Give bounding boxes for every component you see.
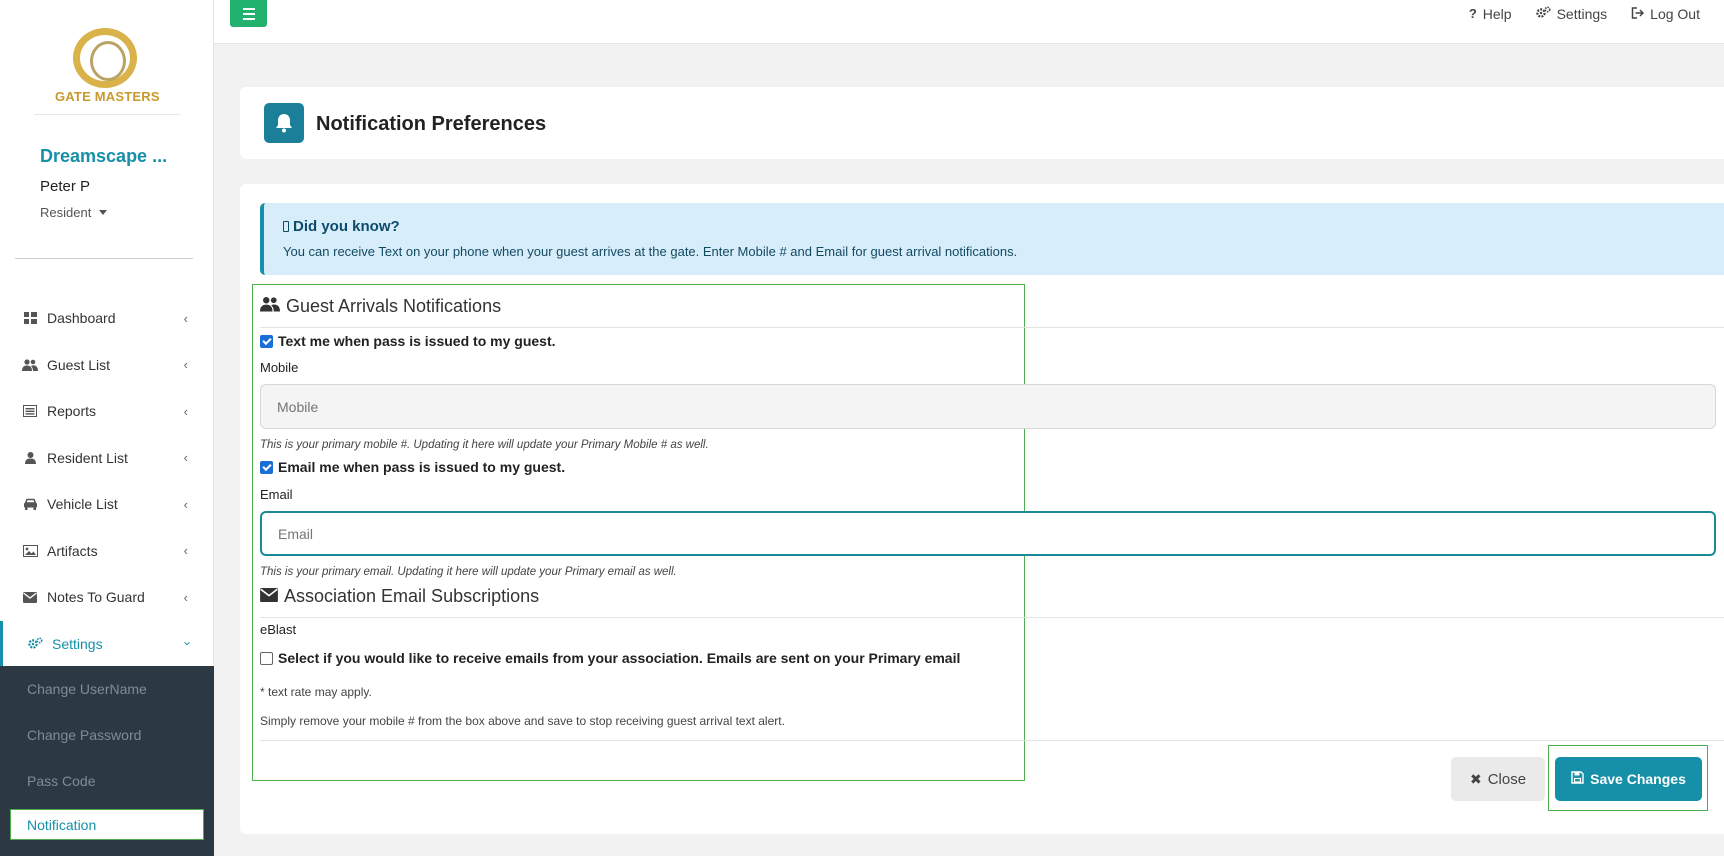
page-header-card bbox=[240, 87, 1724, 159]
submenu-item-pass-code[interactable] bbox=[0, 758, 214, 804]
users-icon bbox=[22, 358, 38, 371]
sidebar-nav bbox=[0, 295, 214, 667]
hamburger-line bbox=[243, 13, 255, 15]
mobile-help-text: This is your primary mobile #. Updating it here will update your Primary Mobile # as well. bbox=[260, 439, 709, 451]
email-help-text: This is your primary email. Updating it here will update your Primary email as well. bbox=[260, 566, 677, 578]
checkbox-label: Select if you would like to receive emails from your association. Emails are sent on your Primary email bbox=[278, 650, 961, 666]
cogs-icon bbox=[27, 637, 43, 650]
sign-out-icon bbox=[1631, 6, 1644, 22]
sidebar-item-label: Settings bbox=[52, 635, 103, 652]
association-heading bbox=[260, 586, 539, 607]
eblast-checkbox[interactable] bbox=[260, 652, 273, 665]
settings-label: Settings bbox=[1556, 5, 1608, 22]
sidebar-item-dashboard[interactable] bbox=[0, 295, 214, 342]
submenu-item-label: Change Password bbox=[27, 727, 142, 743]
email-notification-checkbox[interactable] bbox=[260, 461, 273, 474]
sidebar-item-label: Reports bbox=[47, 403, 97, 420]
submenu-item-label: Change UserName bbox=[27, 681, 147, 697]
submenu-item-notification[interactable] bbox=[10, 809, 204, 840]
user-name: Peter P bbox=[40, 178, 91, 195]
role-dropdown[interactable] bbox=[40, 205, 107, 220]
chevron-left-icon: ‹ bbox=[183, 543, 188, 559]
list-alt-icon bbox=[22, 405, 38, 418]
sidebar-item-settings[interactable] bbox=[0, 621, 214, 668]
community-name[interactable]: Dreamscape ... bbox=[40, 146, 168, 166]
top-links bbox=[1469, 0, 1700, 27]
sidebar bbox=[0, 0, 214, 856]
section-title: Association Email Subscriptions bbox=[284, 586, 540, 606]
sidebar-item-label: Resident List bbox=[47, 449, 128, 466]
email-notification-option[interactable] bbox=[260, 459, 565, 475]
mobile-label: Mobile bbox=[260, 360, 299, 375]
close-icon: ✖ bbox=[1469, 770, 1482, 787]
chevron-left-icon: ‹ bbox=[183, 589, 188, 605]
logo-emblem-icon bbox=[73, 28, 137, 88]
chevron-left-icon: ‹ bbox=[183, 403, 188, 419]
callout-title-text: Did you know? bbox=[293, 218, 400, 235]
logout-label: Log Out bbox=[1650, 5, 1700, 22]
role-label: Resident bbox=[40, 205, 92, 220]
checkbox-label: Email me when pass is issued to my guest. bbox=[278, 459, 566, 475]
email-label: Email bbox=[260, 487, 293, 502]
user-icon bbox=[22, 451, 38, 464]
chevron-left-icon: ‹ bbox=[183, 450, 188, 466]
email-input[interactable] bbox=[260, 511, 1716, 556]
sidebar-item-vehicle-list[interactable] bbox=[0, 481, 214, 528]
divider bbox=[260, 740, 1724, 741]
page-title: Notification Preferences bbox=[316, 113, 547, 135]
dashboard-icon bbox=[22, 312, 38, 325]
question-icon: ? bbox=[1468, 6, 1477, 21]
top-bar bbox=[214, 0, 1724, 44]
did-you-know-callout bbox=[260, 203, 1724, 275]
divider bbox=[260, 617, 1724, 618]
hamburger-line bbox=[243, 8, 255, 10]
sidebar-item-notes-to-guard[interactable] bbox=[0, 574, 214, 621]
sidebar-item-label: Notes To Guard bbox=[47, 589, 145, 606]
submenu-item-change-username[interactable] bbox=[0, 666, 214, 712]
checkbox-label: Text me when pass is issued to my guest. bbox=[278, 333, 556, 349]
sidebar-item-label: Guest List bbox=[47, 356, 111, 373]
cogs-icon bbox=[1536, 6, 1551, 22]
image-icon bbox=[22, 544, 38, 557]
car-icon bbox=[22, 498, 38, 511]
divider bbox=[260, 327, 1724, 328]
menu-toggle-button[interactable] bbox=[230, 0, 267, 27]
notification-form-card bbox=[240, 184, 1724, 834]
remove-mobile-note: Simply remove your mobile # from the box above and save to stop receiving guest arrival text alert. bbox=[260, 714, 785, 728]
settings-submenu bbox=[0, 666, 214, 856]
save-icon bbox=[1571, 771, 1584, 787]
envelope-icon bbox=[260, 586, 278, 607]
section-title: Guest Arrivals Notifications bbox=[286, 296, 502, 316]
divider bbox=[15, 258, 193, 259]
help-link[interactable] bbox=[1469, 6, 1512, 22]
sidebar-item-label: Vehicle List bbox=[47, 496, 118, 513]
sidebar-item-resident-list[interactable] bbox=[0, 435, 214, 482]
logo-text: GATE MASTERS bbox=[55, 89, 160, 104]
save-changes-button[interactable] bbox=[1555, 757, 1702, 801]
sidebar-item-guest-list[interactable] bbox=[0, 342, 214, 389]
submenu-item-label: Pass Code bbox=[27, 773, 96, 789]
hamburger-line bbox=[243, 18, 255, 20]
logout-link[interactable] bbox=[1631, 6, 1700, 22]
mobile-phone-icon bbox=[283, 221, 289, 232]
callout-text: You can receive Text on your phone when your guest arrives at the gate. Enter Mobile # and Email for guest arrival notifications. bbox=[283, 244, 1018, 259]
help-label: Help bbox=[1482, 5, 1512, 22]
text-rate-note: * text rate may apply. bbox=[260, 685, 372, 699]
envelope-icon bbox=[22, 591, 38, 604]
eblast-label: eBlast bbox=[260, 622, 297, 637]
chevron-left-icon: ‹ bbox=[183, 310, 188, 326]
chevron-down-icon: ‹ bbox=[178, 641, 194, 646]
chevron-left-icon: ‹ bbox=[183, 496, 188, 512]
sidebar-item-artifacts[interactable] bbox=[0, 528, 214, 575]
gate-masters-logo[interactable] bbox=[55, 28, 160, 106]
close-label: Close bbox=[1487, 770, 1527, 788]
text-notification-option[interactable] bbox=[260, 333, 556, 349]
sidebar-item-label: Artifacts bbox=[47, 542, 98, 559]
settings-link[interactable] bbox=[1536, 6, 1608, 22]
mobile-input[interactable] bbox=[260, 384, 1716, 429]
save-label: Save Changes bbox=[1590, 771, 1686, 787]
chevron-left-icon: ‹ bbox=[183, 357, 188, 373]
sidebar-item-label: Dashboard bbox=[47, 310, 116, 327]
users-icon bbox=[260, 296, 280, 317]
bell-icon bbox=[264, 103, 304, 143]
callout-title bbox=[283, 218, 1705, 235]
guest-arrivals-heading bbox=[260, 296, 501, 317]
submenu-item-label: Notification bbox=[27, 816, 97, 833]
eblast-option[interactable] bbox=[260, 650, 960, 666]
sidebar-item-reports[interactable] bbox=[0, 388, 214, 435]
close-button[interactable] bbox=[1451, 757, 1545, 801]
divider bbox=[34, 114, 180, 115]
caret-down-icon bbox=[99, 210, 107, 215]
submenu-item-change-password[interactable] bbox=[0, 712, 214, 758]
text-notification-checkbox[interactable] bbox=[260, 335, 273, 348]
